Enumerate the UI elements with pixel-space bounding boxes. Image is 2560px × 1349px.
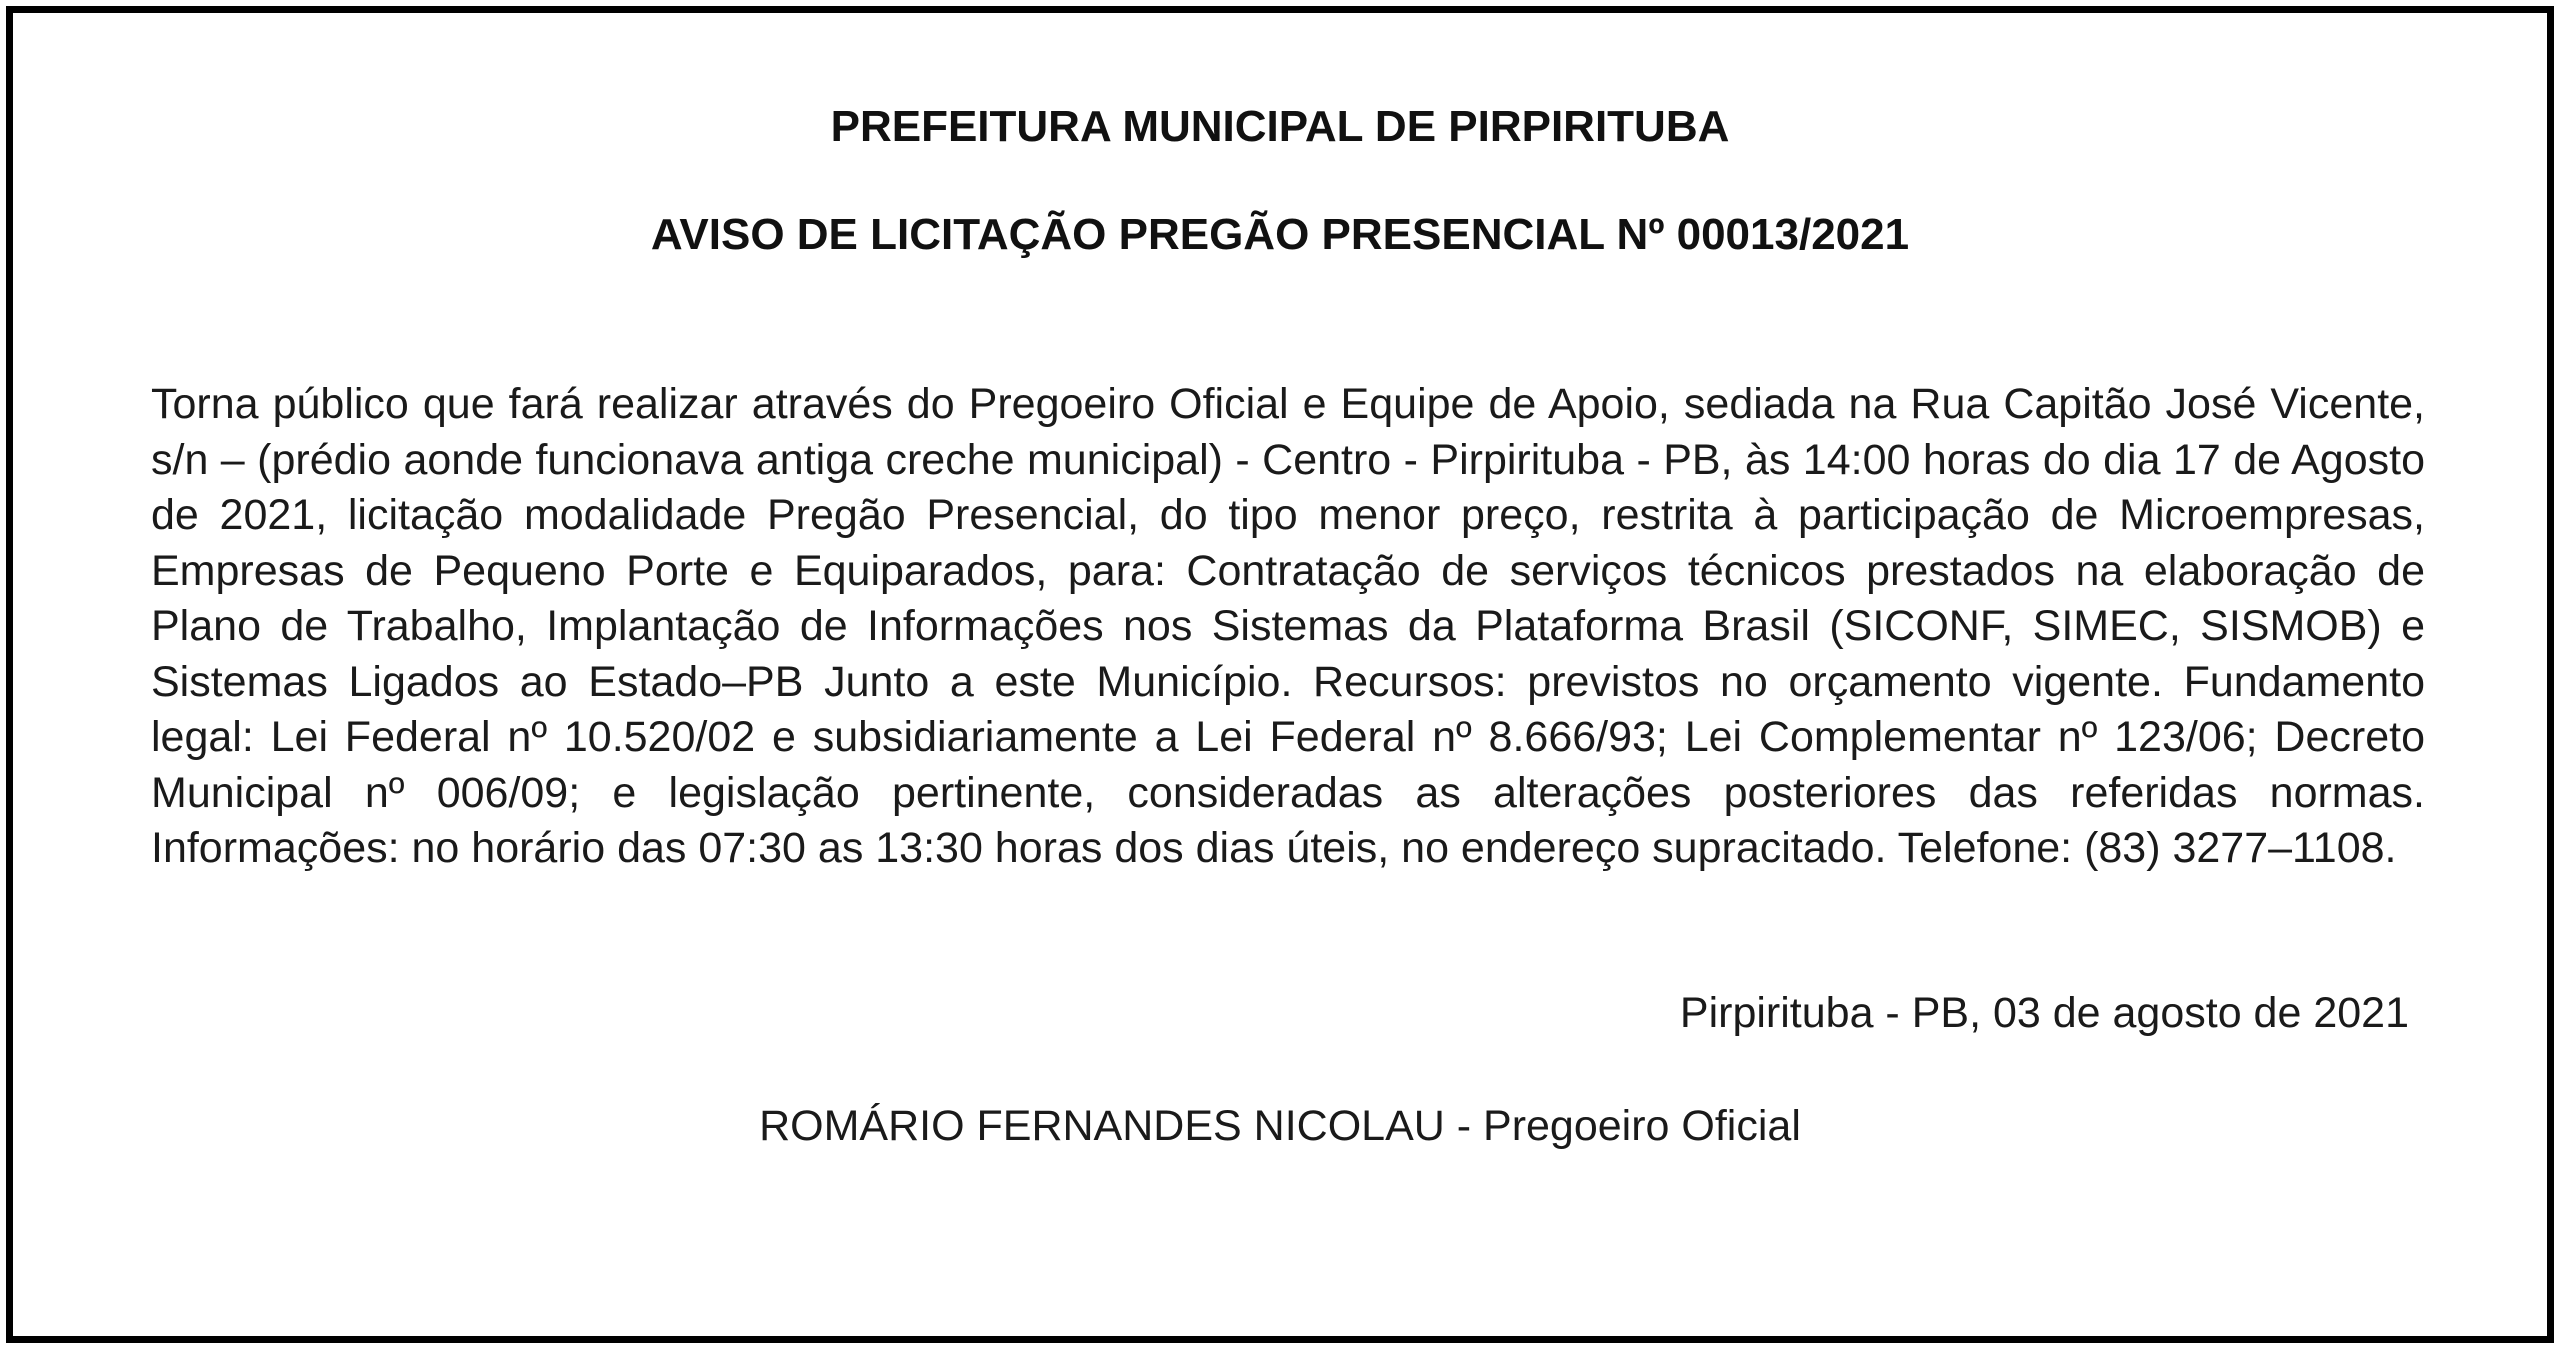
organization-heading: PREFEITURA MUNICIPAL DE PIRPIRITUBA — [830, 102, 1730, 151]
notice-body: Torna público que fará realizar através do Pregoeiro Oficial e Equipe de Apoio, sediada na Rua Capitão José Vicente, s/n – (prédio aonde funcionava antiga creche municipal) - Centro - Pirpirituba - PB, às 14:00 horas do dia 17 de Agosto de 2021, licitação modalidade Pregão Presencial, do tipo menor preço, restrita à participação de Microempresas, Empresas de Pequeno Porte e Equiparados, para: Contratação de serviços técnicos prestados na elaboração de Plano de Trabalho, Implantação de Informações nos Sistemas da Plataforma Brasil (SICONF, SIMEC, SISMOB) e Sistemas Ligados ao Estado–PB Junto a este Município. Recursos: previstos no orçamento vigente. Fundamento legal: Lei Federal nº 10.520/02 e subsidiariamente a Lei Federal nº 8.666/93; Lei Complementar nº 123/06; Decreto Municipal nº 006/09; e legislação pertinente, consideradas as alterações posteriores das referidas normas. Informações: no horário das 07:30 as 13:30 horas dos dias úteis, no endereço supracitado. Telefone: (83) 3277–1108. — [151, 380, 2425, 872]
notice-title: AVISO DE LICITAÇÃO PREGÃO PRESENCIAL Nº 00013/2021 — [650, 210, 1910, 259]
notice-frame — [6, 6, 2554, 1343]
signature-line: ROMÁRIO FERNANDES NICOLAU - Pregoeiro Oficial — [759, 1102, 1801, 1150]
place-and-date: Pirpirituba - PB, 03 de agosto de 2021 — [1679, 989, 2409, 1037]
